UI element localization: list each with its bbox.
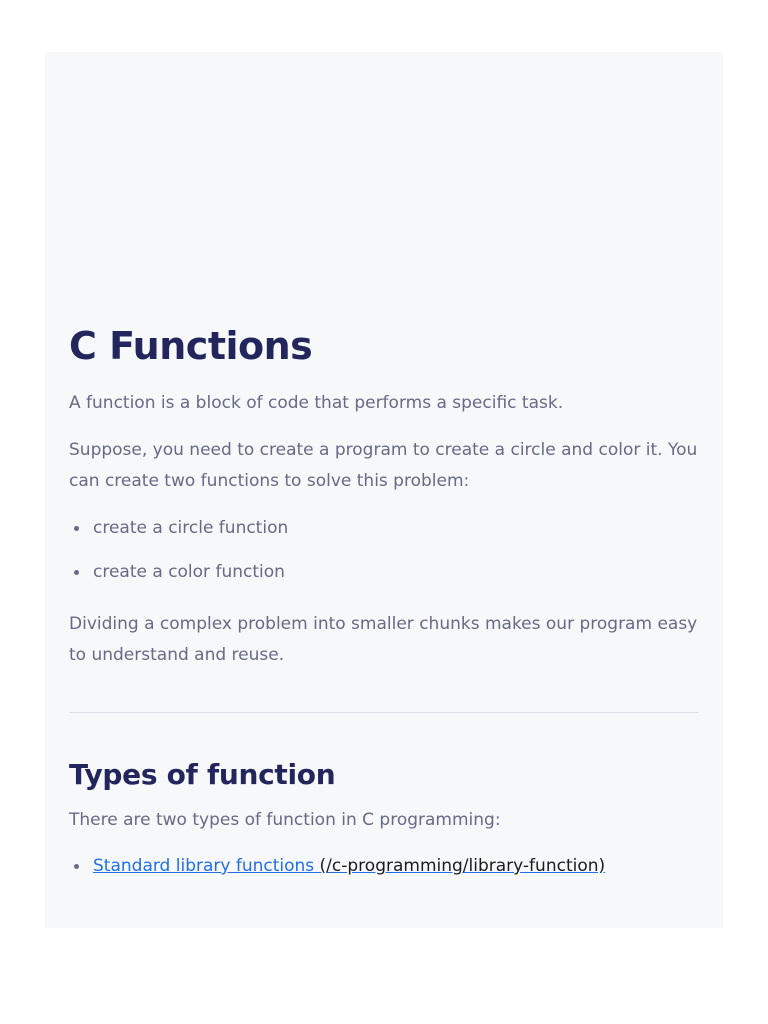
article-content <box>69 322 699 880</box>
list-item <box>69 852 699 880</box>
standard-library-link[interactable]: Standard library functions <box>93 856 320 876</box>
function-examples-list <box>69 514 699 586</box>
bullet-icon <box>74 526 79 531</box>
problem-paragraph: Suppose, you need to create a program to create a circle and color it. You can create two functions to solve this problem: <box>69 440 698 491</box>
function-types-list <box>69 852 699 880</box>
bullet-icon <box>74 864 79 869</box>
dividing-paragraph: Dividing a complex problem into smaller chunks makes our program easy to understand and reuse. <box>69 614 698 665</box>
page-title: C Functions <box>69 324 313 368</box>
link-url-text: (/c-programming/library-function) <box>319 856 606 876</box>
section-divider <box>69 712 699 713</box>
list-item <box>69 558 699 586</box>
list-item <box>69 514 699 542</box>
section-paragraph: There are two types of function in C programming: <box>69 810 501 830</box>
section-heading: Types of function <box>69 758 336 791</box>
list-item-text: create a color function <box>93 562 285 582</box>
list-item-text: create a circle function <box>93 518 289 538</box>
bullet-icon <box>74 570 79 575</box>
article-card <box>45 52 723 928</box>
intro-paragraph: A function is a block of code that performs a specific task. <box>69 393 564 413</box>
